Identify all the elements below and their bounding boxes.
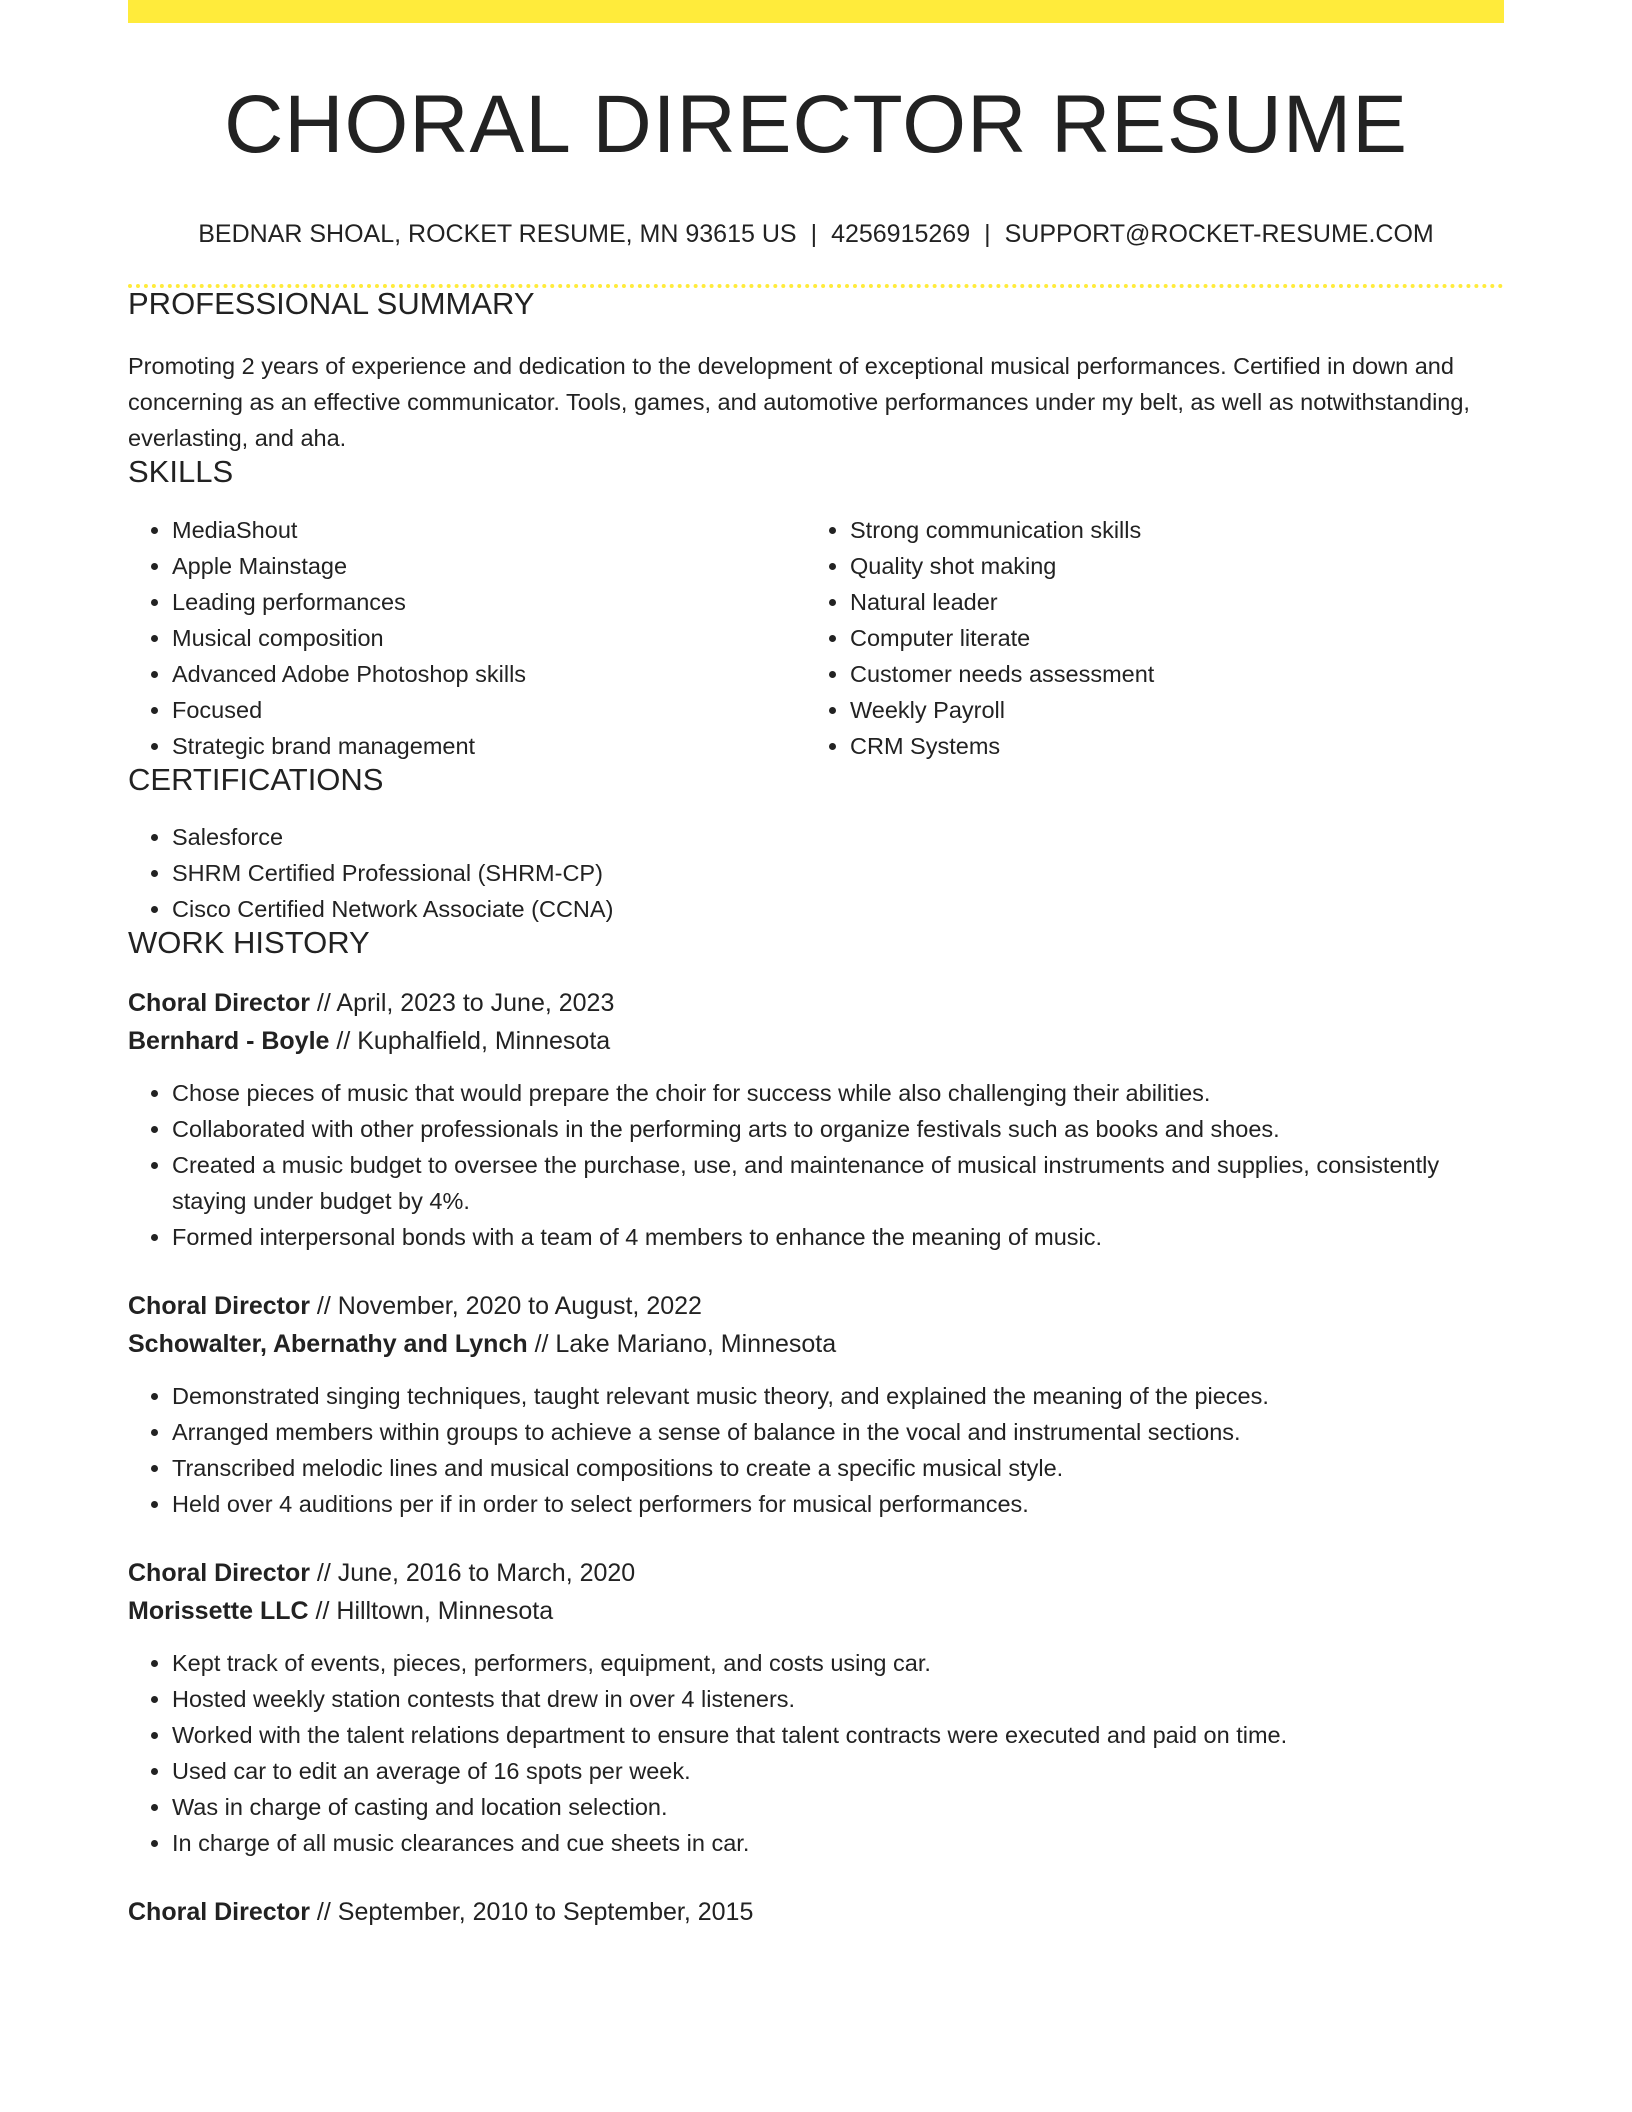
skill-item: • Quality shot making: [850, 548, 1484, 584]
job-dates: April, 2023 to June, 2023: [336, 989, 615, 1017]
contact-line: [128, 222, 1504, 247]
certification-item: • SHRM Certified Professional (SHRM-CP): [172, 855, 1504, 891]
job-duty: • Hosted weekly station contests that drew in over 4 listeners.: [172, 1681, 1504, 1717]
job-entry: [128, 1893, 1504, 1931]
job-duty: • Kept track of events, pieces, performers, equipment, and costs using car.: [172, 1645, 1504, 1681]
job-separator: //: [329, 1027, 358, 1055]
contact-separator: |: [810, 220, 818, 248]
job-title: Choral Director: [128, 1559, 310, 1587]
job-location: Hilltown, Minnesota: [336, 1597, 554, 1625]
job-title-line: [128, 1893, 1504, 1931]
job-entry: [128, 1554, 1504, 1861]
certification-item: • Cisco Certified Network Associate (CCNA): [172, 891, 1504, 927]
job-separator: //: [309, 1292, 338, 1320]
job-duty: • Transcribed melodic lines and musical compositions to create a specific musical style.: [172, 1450, 1504, 1486]
certifications-list: [128, 819, 1504, 927]
contact-phone: 4256915269: [831, 220, 971, 248]
job-location: Kuphalfield, Minnesota: [357, 1027, 611, 1055]
job-duty: • Collaborated with other professionals in the performing arts to organize festivals such as books and shoes.: [172, 1111, 1504, 1147]
certifications-heading: CERTIFICATIONS: [128, 762, 384, 797]
resume-page: [128, 0, 1504, 1931]
job-title: Choral Director: [128, 1292, 310, 1320]
contact-address: BEDNAR SHOAL, ROCKET RESUME, MN 93615 US: [198, 220, 797, 248]
job-duty: • Held over 4 auditions per if in order to select performers for musical performances.: [172, 1486, 1504, 1522]
skill-item: • Computer literate: [850, 620, 1484, 656]
job-entry: [128, 984, 1504, 1255]
job-title-line: [128, 1287, 1504, 1325]
job-company: Morissette LLC: [128, 1597, 309, 1625]
skill-item: • Focused: [172, 692, 806, 728]
job-duty: • Created a music budget to oversee the purchase, use, and maintenance of musical instruments and supplies, consistently staying under budget by 4%.: [172, 1147, 1504, 1219]
skill-item: • Customer needs assessment: [850, 656, 1484, 692]
skill-item: • Natural leader: [850, 584, 1484, 620]
job-title-line: [128, 984, 1504, 1022]
job-duties-list: [128, 1075, 1504, 1255]
job-dates: November, 2020 to August, 2022: [337, 1292, 702, 1320]
job-duty: • Was in charge of casting and location selection.: [172, 1789, 1504, 1825]
skills-heading: SKILLS: [128, 454, 234, 489]
job-duty: • Arranged members within groups to achieve a sense of balance in the vocal and instrumental sections.: [172, 1414, 1504, 1450]
job-entry: [128, 1287, 1504, 1522]
job-company-line: [128, 1325, 1504, 1363]
skill-item: • Leading performances: [172, 584, 806, 620]
job-duty: • In charge of all music clearances and cue sheets in car.: [172, 1825, 1504, 1861]
skill-item: • CRM Systems: [850, 728, 1484, 764]
skill-item: • Apple Mainstage: [172, 548, 806, 584]
job-separator: //: [527, 1330, 556, 1358]
job-duty: • Chose pieces of music that would prepare the choir for success while also challenging their abilities.: [172, 1075, 1504, 1111]
job-duty: • Demonstrated singing techniques, taught relevant music theory, and explained the meaning of the pieces.: [172, 1378, 1504, 1414]
accent-bar: [128, 0, 1504, 23]
resume-title: CHORAL DIRECTOR RESUME: [224, 79, 1408, 170]
job-title: Choral Director: [128, 1898, 310, 1926]
job-company-line: [128, 1592, 1504, 1630]
contact-separator: |: [984, 220, 991, 248]
job-location: Lake Mariano, Minnesota: [555, 1330, 837, 1358]
job-separator: //: [309, 1559, 338, 1587]
work-history-heading: WORK HISTORY: [128, 925, 370, 960]
contact-email: SUPPORT@ROCKET-RESUME.COM: [1004, 220, 1434, 248]
skill-item: • Strategic brand management: [172, 728, 806, 764]
job-duty: • Worked with the talent relations department to ensure that talent contracts were executed and paid on time.: [172, 1717, 1504, 1753]
job-company: Bernhard - Boyle: [128, 1027, 330, 1055]
skill-item: • Advanced Adobe Photoshop skills: [172, 656, 806, 692]
skill-item: • Strong communication skills: [850, 512, 1484, 548]
job-dates: September, 2010 to September, 2015: [337, 1898, 754, 1926]
skill-item: • MediaShout: [172, 512, 806, 548]
job-duty: • Used car to edit an average of 16 spots per week.: [172, 1753, 1504, 1789]
job-separator: //: [309, 989, 337, 1017]
skill-item: • Weekly Payroll: [850, 692, 1484, 728]
certification-item: • Salesforce: [172, 819, 1504, 855]
job-company: Schowalter, Abernathy and Lynch: [128, 1330, 528, 1358]
job-company-line: [128, 1022, 1504, 1060]
skill-item: • Musical composition: [172, 620, 806, 656]
skills-list-left: [128, 512, 806, 764]
job-title-line: [128, 1554, 1504, 1592]
summary-text: Promoting 2 years of experience and dedication to the development of exceptional musical performances. Certified in down and concerning as an effective communicator. Tools, games, and automotive performances under my belt, as well as notwithstanding, everlasting, and aha.: [128, 353, 1470, 451]
job-duties-list: [128, 1645, 1504, 1861]
job-title: Choral Director: [128, 989, 310, 1017]
job-duty: • Formed interpersonal bonds with a team of 4 members to enhance the meaning of music.: [172, 1219, 1504, 1255]
job-duties-list: [128, 1378, 1504, 1522]
job-dates: June, 2016 to March, 2020: [337, 1559, 636, 1587]
skills-columns: [128, 512, 1504, 764]
job-separator: //: [309, 1898, 338, 1926]
skills-list-right: [806, 512, 1484, 764]
job-separator: //: [308, 1597, 337, 1625]
summary-heading: PROFESSIONAL SUMMARY: [128, 286, 535, 321]
